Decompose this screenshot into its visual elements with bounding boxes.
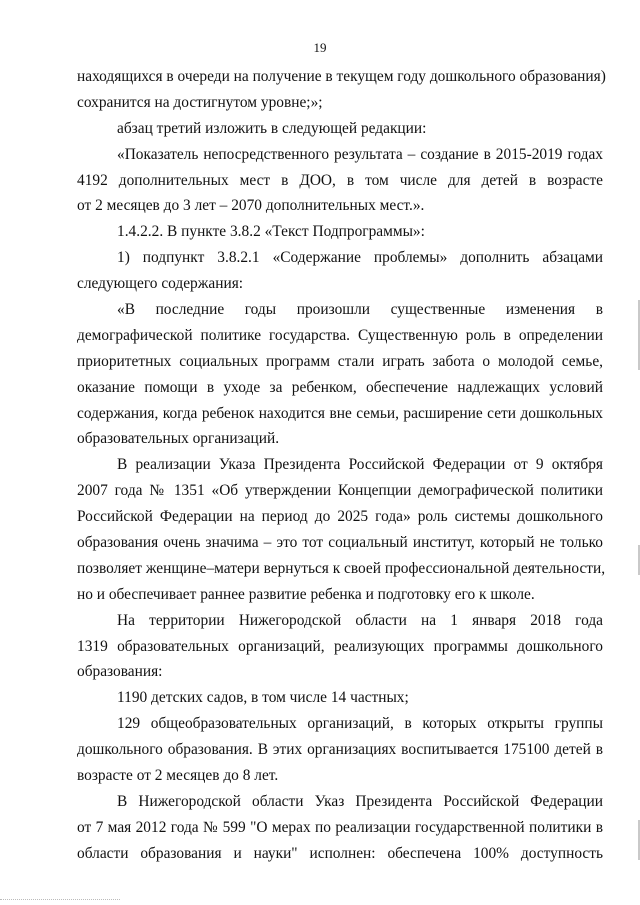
text-line: сохранится на достигнутом уровне;»; (77, 93, 323, 111)
text-line: «В последние годы произошли существенные изменения в (117, 301, 603, 319)
text-line: На территории Нижегородской области на 1 января 2018 года (117, 611, 603, 629)
text-line: следующего содержания: (77, 275, 244, 293)
text-line: образования: (77, 663, 163, 681)
text-line: но и обеспечивает раннее развитие ребенка и подготовку его к школе. (77, 585, 535, 603)
text-line: 1.4.2.2. В пункте 3.8.2 «Текст Подпрограммы»: (117, 223, 425, 241)
text-line: находящихся в очереди на получение в текущем году дошкольного образования) (77, 68, 606, 85)
text-line: Российской Федерации на период до 2025 года» роль системы дошкольного (77, 508, 603, 526)
document-body (77, 64, 606, 867)
text-line: абзац третий изложить в следующей редакции: (117, 119, 427, 137)
text-line: от 7 мая 2012 года № 599 "О мерах по реализации государственной политики в (77, 818, 603, 836)
text-line: дошкольного образования. В этих организациях воспитывается 175100 детей в (77, 741, 603, 759)
text-line: 1190 детских садов, в том числе 14 частных; (117, 689, 409, 707)
text-line: 129 общеобразовательных организаций, в которых открыты группы (117, 715, 603, 733)
text-line: «Показатель непосредственного результата – создание в 2015-2019 годах (117, 145, 603, 163)
text-line: 4192 дополнительных мест в ДОО, в том числе для детей в возрасте (77, 171, 603, 189)
text-line: 2007 года № 1351 «Об утверждении Концепции демографической политики (77, 482, 603, 500)
text-line: области образования и науки" исполнен: обеспечена 100% доступность (77, 844, 603, 862)
page-number: 19 (313, 40, 327, 55)
text-line: приоритетных социальных программ стали играть забота о молодой семье, (77, 352, 603, 370)
text-line: В Нижегородской области Указ Президента Российской Федерации (117, 792, 603, 810)
text-line: оказание помощи в уходе за ребенком, обеспечение надлежащих условий (77, 378, 603, 396)
text-line: В реализации Указа Президента Российской Федерации от 9 октября (117, 456, 603, 474)
text-line: содержания, когда ребенок находится вне семьи, расширение сети дошкольных (77, 404, 603, 422)
text-line: образования очень значима – это тот социальный институт, который не только (77, 534, 603, 552)
text-line: 1319 образовательных организаций, реализующих программы дошкольного (77, 637, 603, 655)
text-line: демографической политике государства. Существенную роль в определении (77, 326, 603, 344)
scan-edge-artifact (0, 899, 120, 902)
text-line: 1) подпункт 3.8.2.1 «Содержание проблемы» дополнить абзацами (117, 249, 603, 267)
text-line: от 2 месяцев до 3 лет – 2070 дополнительных мест.». (77, 197, 425, 215)
text-line: образовательных организаций. (77, 430, 280, 448)
text-line: позволяет женщине–матери вернуться к своей профессиональной деятельности, (77, 559, 606, 577)
text-line: возрасте от 2 месяцев до 8 лет. (77, 767, 279, 785)
